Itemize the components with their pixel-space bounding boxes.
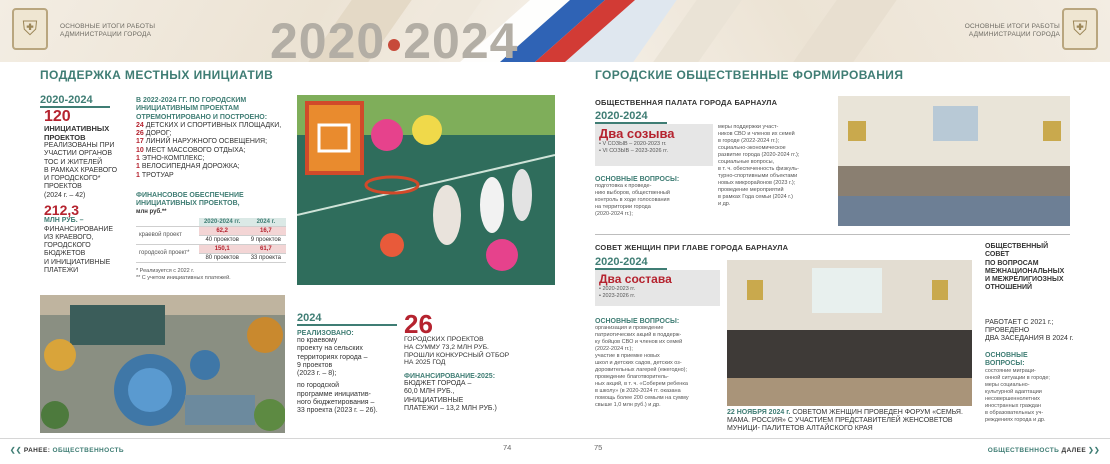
stat-funding-value: 212,3 — [44, 202, 80, 218]
finance-cell: 9 проектов — [246, 235, 286, 244]
text-line: БЮДЖЕТОВ — [44, 250, 86, 258]
text-line: ПРОШЛИ КОНКУРСНЫЙ ОТБОР — [404, 351, 510, 359]
text-line: (2022-2024 гг.); — [595, 346, 633, 352]
list-item-text: ДОРОГ; — [145, 130, 172, 138]
prev-chevron-icon: ❮❮ — [10, 447, 22, 454]
built-heading — [136, 97, 286, 122]
finance-cell: 40 проектов — [199, 235, 246, 244]
list-item-text: ВЕЛОСИПЕДНАЯ ДОРОЖКА; — [141, 163, 240, 171]
text-line: МЕЖНАЦИОНАЛЬНЫХ — [985, 267, 1065, 275]
text-line: ников СВО и членов их семей — [718, 131, 795, 137]
finance-block — [136, 192, 286, 282]
text-line: ИНИЦИАТИВНЫХ ПРОЕКТОВ, — [136, 200, 240, 208]
text-line: программе инициатив- — [297, 390, 371, 398]
city-emblem-left: ⛨ — [12, 8, 48, 50]
fin-2025-title: ФИНАНСИРОВАНИЕ-2025: — [404, 373, 496, 381]
period-years-title — [270, 12, 518, 70]
stat-initiatives-label: ИНИЦИАТИВНЫХ ПРОЕКТОВ — [44, 124, 110, 142]
text-line: И ИНИЦИАТИВНЫЕ — [44, 258, 111, 266]
chamber-period-chip — [595, 110, 667, 124]
text-line: новых микрорайонов (2023 г.); — [718, 180, 796, 186]
text-line: (2023 г. – 8); — [297, 370, 337, 378]
caption-text: СОВЕТОМ ЖЕНЩИН ПРОВЕДЕН ФОРУМ «СЕМЬЯ. МАМА. РОССИЯ» С УЧАСТИЕМ ПРЕДСТАВИТЕЛЕЙ ЖЕНСОВЕТОВ МУНИЦИ- ПАЛИТЕТОВ АЛТАЙСКОГО КРАЯ — [727, 409, 963, 432]
text-line: меры поддержки участ- — [718, 124, 779, 130]
text-line: развитие города (2020-2024 гг.); — [718, 152, 800, 158]
header-caption-left: ОСНОВНЫЕ ИТОГИ РАБОТЫ АДМИНИСТРАЦИИ ГОРОДА — [60, 23, 156, 38]
list-item — [136, 163, 286, 171]
header-caption-right: ОСНОВНЫЕ ИТОГИ РАБОТЫ АДМИНИСТРАЦИИ ГОРОДА — [964, 23, 1060, 38]
text-line: ОСНОВНЫЕ — [985, 351, 1028, 359]
text-line: ФИНАНСОВОЕ ОБЕСПЕЧЕНИЕ — [136, 192, 244, 199]
text-line: и др. — [718, 201, 731, 207]
finance-col-2: 2024 г. — [246, 218, 286, 227]
list-item-number: 24 — [136, 121, 146, 129]
year-from: 2020 — [270, 13, 386, 69]
text-line: помощь более 200 семьям на сумму — [595, 395, 689, 401]
finance-col-1: 2020-2024 гг. — [199, 218, 246, 227]
women-heading: СОВЕТ ЖЕНЩИН ПРИ ГЛАВЕ ГОРОДА БАРНАУЛА — [595, 243, 789, 252]
list-item-text: ЭТНО-КОМПЛЕКС; — [141, 155, 205, 163]
finance-cell: 16,7 — [246, 226, 286, 235]
text-line: культурной адаптации — [985, 389, 1042, 396]
list-item-number: 26 — [136, 130, 146, 138]
women-period-chip — [595, 256, 667, 270]
finance-row-label: городской проект* — [136, 244, 199, 262]
chamber-convocations-box — [595, 124, 713, 166]
finance-cell: 80 проектов — [199, 253, 246, 262]
block-2024-year: 2024 — [297, 312, 322, 324]
left-period-chip — [40, 94, 110, 108]
left-section-title: ПОДДЕРЖКА МЕСТНЫХ ИНИЦИАТИВ — [40, 68, 274, 82]
footnote-2: ** С учетом инициативных платежей. — [136, 274, 231, 281]
text-line: И МЕЖРЕЛИГИОЗНЫХ — [985, 276, 1064, 284]
text-line: ИНИЦИАТИВНЫЕ — [404, 396, 464, 404]
footer-divider — [0, 438, 1110, 439]
text-line: ИНИЦИАТИВНЫМ ПРОЕКТАМ — [136, 105, 239, 113]
text-line: И ГОРОДСКОГО* — [44, 175, 101, 183]
text-line: СОВЕТ — [985, 251, 1010, 259]
chamber-questions — [595, 176, 713, 218]
text-line: свыше 1,0 млн руб.) и др. — [595, 402, 661, 408]
stat-funding-label: МЛН РУБ. – — [44, 217, 84, 224]
year-separator-dot — [388, 39, 400, 51]
text-line: социальные вопросы, — [718, 159, 775, 165]
year-to: 2024 — [403, 13, 519, 69]
text-line: ДВА ЗАСЕДАНИЯ В 2024 г. — [985, 335, 1074, 343]
chamber-period: 2020-2024 — [595, 110, 648, 122]
text-line: в образовательных уч- — [985, 410, 1044, 417]
text-line: ПЛАТЕЖИ — [44, 266, 79, 274]
block-2024-bar — [297, 324, 397, 326]
next-target: ОБЩЕСТВЕННОСТЬ — [987, 447, 1060, 454]
built-items — [136, 122, 286, 180]
text-line: ОТНОШЕНИЙ — [985, 284, 1033, 292]
text-line: БЮДЖЕТ ГОРОДА – — [404, 380, 472, 388]
text-line: 9 проектов — [297, 361, 333, 369]
text-line: НА 2025 ГОД — [404, 359, 446, 367]
chamber-questions-title: ОСНОВНЫЕ ВОПРОСЫ: — [595, 176, 680, 183]
women-questions — [595, 318, 723, 409]
finance-heading — [136, 192, 286, 209]
list-item-number: 10 — [136, 146, 146, 154]
text-line: ного бюджетирования – — [297, 399, 375, 407]
text-line: ку бойцов СВО и членов их семей — [595, 339, 683, 345]
playground-photo — [297, 95, 555, 285]
list-item — [136, 122, 286, 130]
block-2024-item2 — [297, 382, 397, 415]
text-line: (2024 г. – 42) — [44, 191, 86, 199]
council-questions — [985, 368, 1075, 424]
women-compositions: Два состава — [599, 272, 672, 286]
text-line: турно-спортивными объектами — [718, 173, 798, 179]
projects-2025-value: 26 — [404, 309, 433, 339]
next-chevron-icon: ❯❯ — [1088, 447, 1100, 454]
chamber-item-2: • VI СОЗЫВ – 2023-2026 гг. — [599, 148, 668, 154]
chamber-item-1: • V СОЗЫВ – 2020-2023 гг. — [599, 141, 667, 147]
list-item-number: 1 — [136, 171, 142, 179]
finance-cell: 150,1 — [199, 244, 246, 253]
text-line: патриотических акций в поддерж- — [595, 332, 682, 338]
text-line: в школу» (в 2020-2024 гг. оказана — [595, 388, 681, 394]
finance-table — [136, 218, 286, 263]
footer-next-link[interactable] — [988, 446, 1100, 454]
text-line: проекту на сельских — [297, 345, 363, 353]
text-line: социально-экономическое — [718, 145, 786, 151]
text-line: на территории города — [595, 204, 651, 210]
women-item-1: • 2020-2023 гг. — [599, 286, 636, 292]
text-line: (2020-2024 гг.); — [595, 211, 633, 217]
aerial-park-photo — [40, 295, 285, 433]
women-questions-list — [595, 325, 723, 409]
text-line: НА СУММУ 73,2 МЛН РУБ. — [404, 343, 489, 351]
council-facts — [985, 319, 1075, 344]
text-line: УЧАСТИИ ОРГАНОВ — [44, 150, 113, 158]
stat-funding — [44, 203, 124, 275]
finance-cell: 62,2 — [199, 226, 246, 235]
text-line: РАБОТАЕТ С 2021 г.; — [985, 318, 1054, 326]
text-line: проведение мероприятий — [718, 187, 784, 193]
right-section-title: ГОРОДСКИЕ ОБЩЕСТВЕННЫЕ ФОРМИРОВАНИЯ — [595, 68, 904, 82]
footer-prev-link[interactable] — [10, 446, 124, 454]
page-number-right: 75 — [594, 443, 603, 452]
council-questions-title — [985, 352, 1075, 369]
stat-initiatives-value: 120 — [44, 108, 71, 125]
chamber-topics-list — [718, 124, 830, 208]
page-number-left: 74 — [503, 443, 512, 452]
text-line: ВОПРОСЫ: — [985, 359, 1025, 367]
text-line: территориях города – — [297, 353, 368, 361]
finance-cell: 61,7 — [246, 244, 286, 253]
next-label: ДАЛЕЕ — [1061, 447, 1087, 454]
text-line: состояние миграци- — [985, 368, 1036, 375]
text-line: ных акций, в т. ч. «Соберем ребенка — [595, 381, 688, 387]
text-line: ПРОВЕДЕНО — [985, 327, 1030, 335]
chamber-meeting-photo — [838, 96, 1070, 226]
fin-2025-lines — [404, 380, 554, 413]
prev-target: ОБЩЕСТВЕННОСТЬ — [52, 447, 124, 454]
finance-row-label: краевой проект — [136, 226, 199, 244]
text-line: подготовка к проведе- — [595, 183, 652, 189]
text-line: В РАМКАХ КРАЕВОГО — [44, 166, 118, 174]
finance-unit: млн руб.** — [136, 208, 167, 215]
text-line: школ и детских садов, детских оз- — [595, 360, 682, 366]
list-item — [136, 155, 286, 163]
text-line: в рамках Года семьи (2024 г.) — [718, 194, 793, 200]
stat-initiatives — [44, 109, 124, 200]
text-line: в т. ч. обеспеченность физкуль- — [718, 166, 799, 172]
block-2024 — [297, 312, 397, 416]
women-questions-title: ОСНОВНЫЕ ВОПРОСЫ: — [595, 318, 680, 325]
women-forum-photo — [727, 260, 972, 406]
list-item — [136, 172, 286, 180]
block-2024-item1 — [297, 337, 397, 378]
text-line: В 2022-2024 ГГ. ПО ГОРОДСКИМ — [136, 97, 247, 104]
list-item-text: ЛИНИЙ НАРУЖНОГО ОСВЕЩЕНИЯ; — [145, 138, 268, 146]
text-line: онной ситуации в городе; — [985, 375, 1050, 382]
text-line: ОБЩЕСТВЕННЫЙ — [985, 243, 1049, 250]
text-line: ОТРЕМОНТИРОВАНО И ПОСТРОЕНО: — [136, 113, 268, 121]
list-item-text: ТРОТУАР — [141, 171, 174, 179]
text-line: иностранных граждан — [985, 403, 1041, 410]
built-list — [136, 97, 286, 180]
women-period: 2020-2024 — [595, 256, 648, 268]
projects-2025-label — [404, 336, 554, 367]
text-line: ТОС И ЖИТЕЛЕЙ — [44, 158, 103, 166]
women-photo-caption — [727, 409, 977, 433]
text-line: ПЛАТЕЖИ – 13,2 МЛН РУБ.) — [404, 405, 497, 413]
stat-funding-desc — [44, 226, 124, 276]
caption-date: 22 НОЯБРЯ 2024 г. — [727, 409, 791, 416]
list-item-text: МЕСТ МАССОВОГО ОТДЫХА; — [145, 146, 246, 154]
list-item — [136, 138, 286, 146]
footnote-1: * Реализуется с 2022 г. — [136, 267, 195, 274]
text-line: 33 проекта (2023 г. – 26). — [297, 407, 378, 415]
text-line: несовершеннолетних — [985, 396, 1040, 403]
text-line: меры социально- — [985, 382, 1030, 389]
text-line: нию выборов, общественный — [595, 190, 670, 196]
prev-label: РАНЕЕ: — [23, 447, 51, 454]
text-line: проведение благотворитель- — [595, 374, 669, 380]
chamber-questions-list — [595, 183, 713, 218]
text-line: реждениях города и др. — [985, 417, 1046, 424]
text-line: 60,0 МЛН РУБ., — [404, 388, 455, 396]
text-line: контроль в ходе голосования — [595, 197, 670, 203]
chamber-topics — [718, 124, 830, 208]
text-line: ПО ВОПРОСАМ — [985, 259, 1039, 267]
text-line: доровительных лагерей (ежегодно); — [595, 367, 688, 373]
text-line: ПРОЕКТОВ — [44, 183, 82, 191]
women-compositions-box — [595, 270, 720, 306]
text-line: ИЗ КРАЕВОГО, — [44, 233, 94, 241]
chamber-heading: ОБЩЕСТВЕННАЯ ПАЛАТА ГОРОДА БАРНАУЛА — [595, 98, 778, 107]
list-item — [136, 147, 286, 155]
text-line: участие в приемке новых — [595, 353, 660, 359]
left-period-label: 2020-2024 — [40, 94, 93, 106]
text-line: ГОРОДСКИХ ПРОЕКТОВ — [404, 336, 484, 343]
women-item-2: • 2023-2026 гг. — [599, 293, 636, 299]
text-line: организация и проведение — [595, 325, 664, 331]
list-item-number: 17 — [136, 138, 146, 146]
stat-initiatives-desc — [44, 142, 124, 200]
list-item-number: 1 — [136, 155, 142, 163]
text-line: в городе (2022-2024 гг.); — [718, 138, 780, 144]
list-item-text: ДЕТСКИХ И СПОРТИВНЫХ ПЛОЩАДКИ, — [145, 121, 282, 129]
table-row — [136, 226, 286, 235]
text-line: ГОРОДСКОГО — [44, 242, 91, 250]
text-line: по городской — [297, 382, 340, 390]
chamber-convocations: Два созыва — [599, 126, 675, 141]
section-divider — [595, 234, 1070, 235]
projects-2025 — [404, 309, 554, 413]
table-row — [136, 244, 286, 253]
council-heading — [985, 243, 1075, 293]
list-item-number: 1 — [136, 163, 142, 171]
city-emblem-right: ⛨ — [1062, 8, 1098, 50]
finance-cell: 33 проекта — [246, 253, 286, 262]
council-block — [985, 243, 1075, 424]
text-line: РЕАЛИЗОВАНЫ ПРИ — [44, 142, 115, 149]
text-line: ФИНАНСИРОВАНИЕ — [44, 225, 114, 233]
block-2024-realized: РЕАЛИЗОВАНО: — [297, 330, 354, 337]
text-line: по краевому — [297, 337, 338, 344]
